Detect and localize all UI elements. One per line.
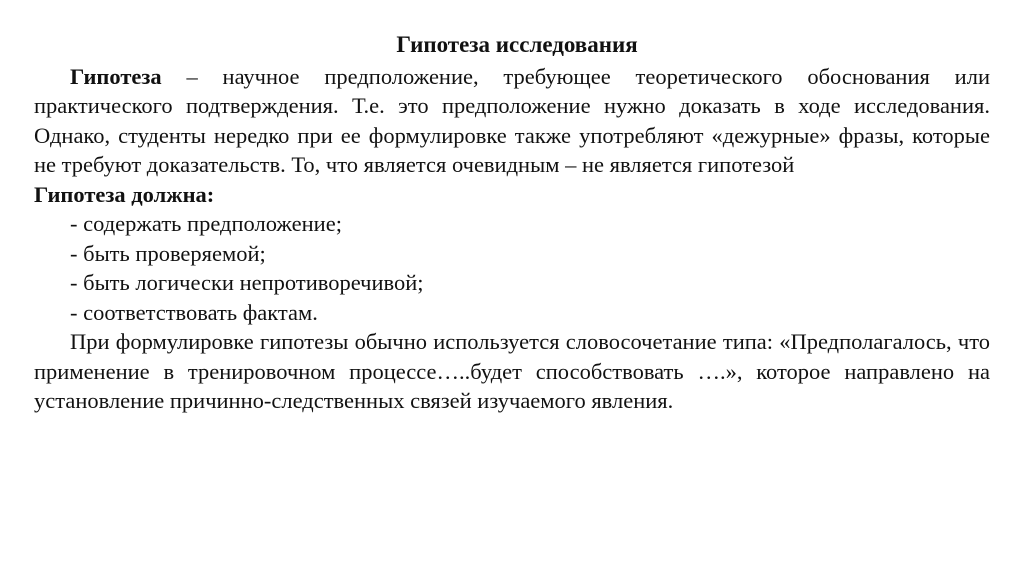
slide-title: Гипотеза исследования [396,32,638,57]
slide-content [34,30,990,416]
definition-paragraph [34,62,990,180]
formulation-paragraph: При формулировке гипотезы обычно используется словосочетание типа: «Предполагалось, что применение в тренировочном процессе…..будет способствовать ….», которое направлено на установление причинно-следственных связей изучаемого явления. [34,329,990,413]
definition-text: – научное предположение, требующее теоретического обоснования или практического подтверждения. Т.е. это предположение нужно доказать в ходе исследования. Однако, студенты нередко при ее формулировке также употребляют «дежурные» фразы, которые не требуют доказательств. То, что является очевидным – не является гипотезой [34,63,990,177]
list-item: - быть проверяемой; [70,240,266,266]
list-item: - быть логически непротиворечивой; [70,270,424,295]
definition-term: Гипотеза [70,63,162,89]
requirements-heading: Гипотеза должна: [34,181,215,207]
requirements-list [34,209,990,327]
list-item: - содержать предположение; [70,211,342,236]
list-item: - соответствовать фактам. [70,299,318,325]
